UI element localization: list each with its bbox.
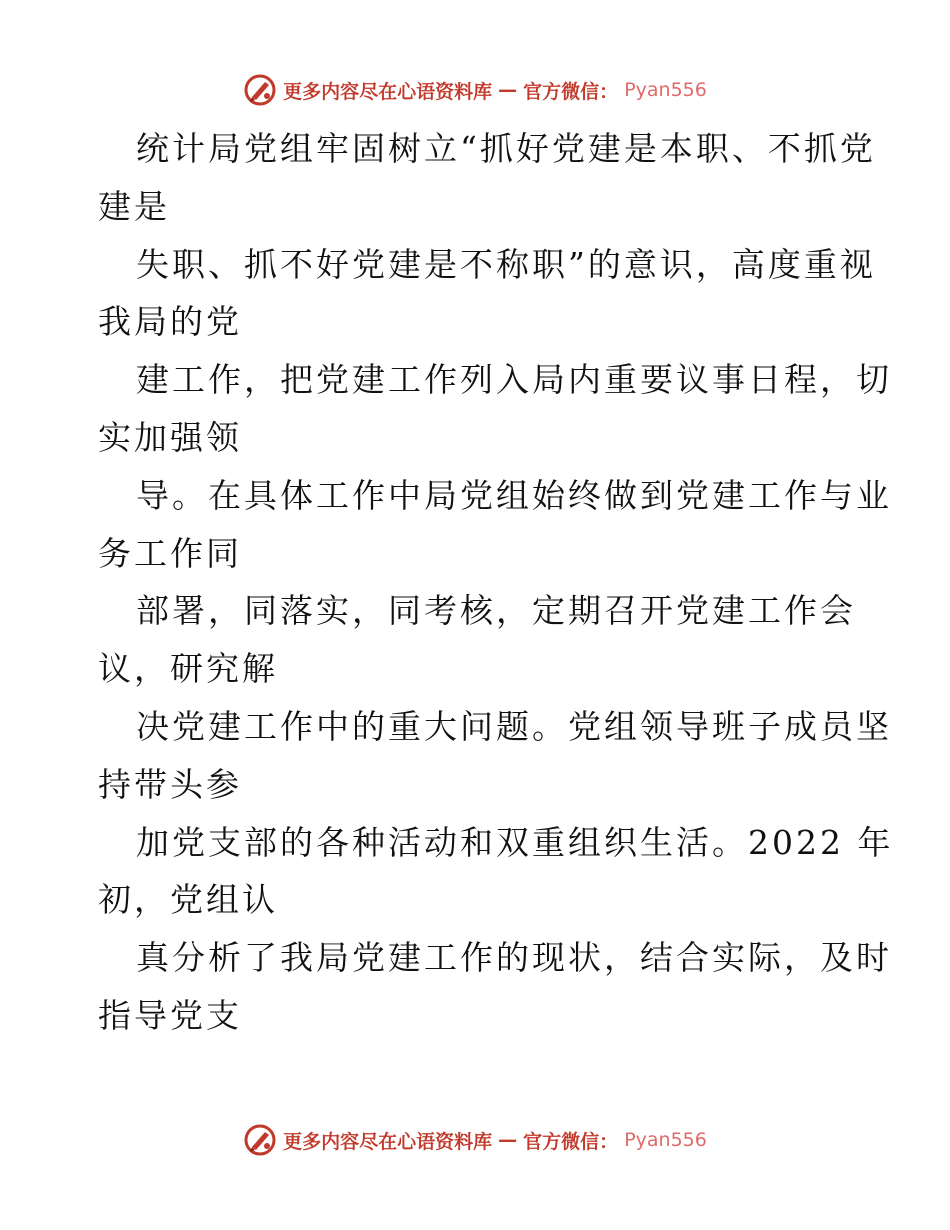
text-line: 务工作同: [98, 533, 242, 573]
text-line: 议，研究解: [98, 649, 278, 689]
watermark-wechat-id: Pyan556: [624, 79, 707, 101]
text-line: 指导党支: [98, 995, 242, 1035]
text-line: 建是: [98, 186, 170, 226]
watermark-dash: —: [498, 1129, 518, 1151]
pen-logo-icon: [243, 1123, 277, 1157]
text-line: 部署，同落实，同考核，定期召开党建工作会: [136, 591, 856, 631]
text-line: 我局的党: [98, 302, 242, 342]
document-body: [98, 120, 894, 1045]
watermark-official-text: 官方微信：: [523, 80, 619, 103]
watermark-main-text: 更多内容尽在心语资料库: [283, 80, 493, 103]
footer-watermark: [0, 1120, 950, 1160]
text-line: 持带头参: [98, 764, 242, 804]
text-line: 统计局党组牢固树立“抓好党建是本职、不抓党: [136, 129, 876, 168]
text-line: 决党建工作中的重大问题。党组领导班子成员坚: [136, 706, 892, 746]
watermark-main-text: 更多内容尽在心语资料库: [283, 1130, 493, 1153]
watermark-wechat-id: Pyan556: [624, 1129, 707, 1151]
text-line: 初，党组认: [98, 880, 278, 920]
watermark-official-text: 官方微信：: [523, 1130, 619, 1153]
text-line: 真分析了我局党建工作的现状，结合实际，及时: [136, 938, 892, 978]
text-line: 建工作，把党建工作列入局内重要议事日程，切: [136, 360, 892, 400]
text-line: 实加强领: [98, 417, 242, 457]
header-watermark: [0, 70, 950, 110]
text-line: 失职、抓不好党建是不称职”的意识，高度重视: [136, 244, 876, 284]
text-line: 导。在具体工作中局党组始终做到党建工作与业: [136, 475, 892, 515]
pen-logo-icon: [243, 73, 277, 107]
watermark-dash: —: [498, 79, 518, 101]
text-line: 加党支部的各种活动和双重组织生活。2022 年: [136, 822, 894, 862]
